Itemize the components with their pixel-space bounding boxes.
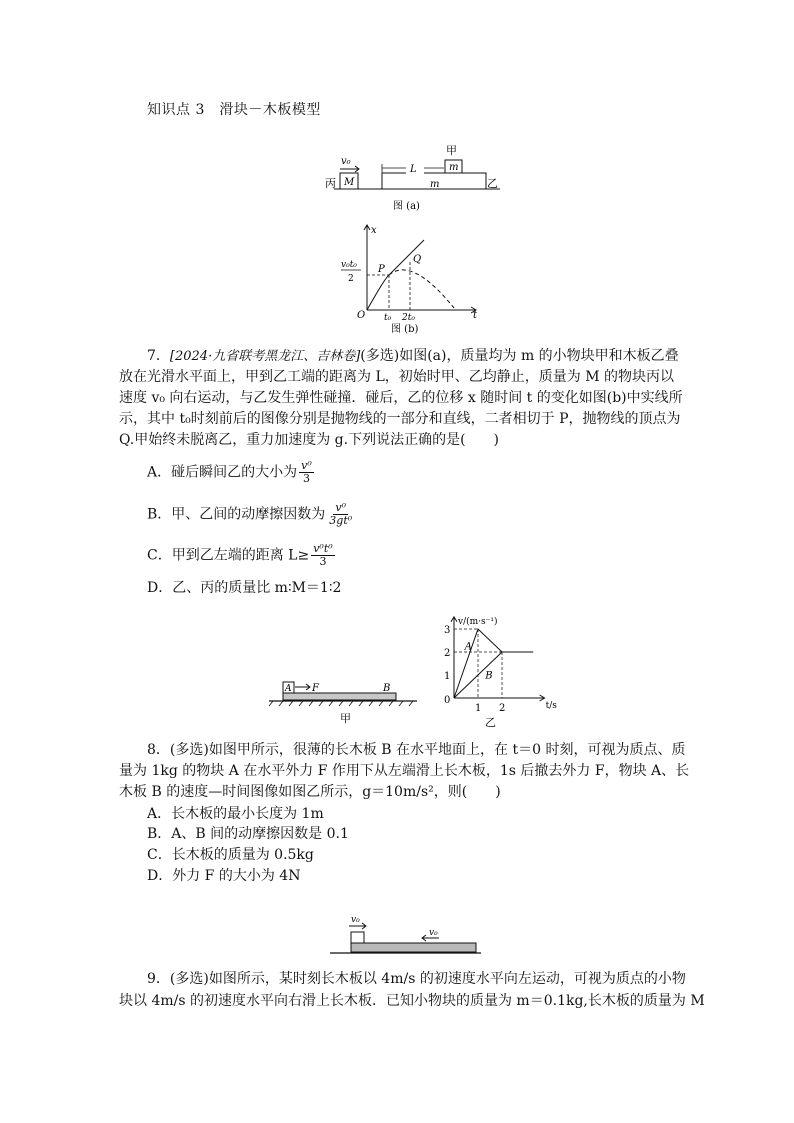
t0-label: t₀ [384, 313, 392, 323]
yi-label: 乙 [487, 177, 498, 190]
caption-a: 图 (a) [393, 201, 420, 212]
vt-y-tick-1: 1 [444, 671, 451, 682]
section-heading: 知识点 3 滑块－木板模型 [147, 102, 321, 118]
parabola-dashed [389, 270, 454, 308]
q8-option-c: C．长木板的质量为 0.5kg [147, 847, 314, 863]
q7-c-fraction: $\frac{\text{v⁰t⁰}}{3}$ [313, 542, 333, 568]
q7-line2: 放在光滑水平面上，甲到乙工端的距离为 L，初始时甲、乙均静止，质量为 M 的物块丙以 [119, 369, 674, 385]
M-label: M [344, 177, 355, 188]
figure-b [330, 222, 490, 334]
vt-origin: 0 [444, 695, 451, 706]
q7-b-fraction: $\frac{\text{v⁰}}{\text{3gt⁰}}$ [329, 501, 353, 527]
vt-series-label-B: B [485, 670, 493, 682]
yfrac-num: v₀t₀ [341, 260, 357, 270]
q7-line4: 示，其中 t₀时刻前后的图像分别是抛物线的一部分和直线，二者相切于 P，抛物线的顶点为 [119, 411, 681, 427]
yfrac-den: 2 [348, 274, 354, 284]
q7-option-c: C．甲到乙左端的距离 L≥ $\frac{\text{v⁰t⁰}}{3}$ [147, 542, 333, 568]
B-label: B [383, 683, 391, 694]
jia-label: 甲 [446, 144, 457, 157]
P-label: P [378, 264, 385, 275]
q8-option-d: D．外力 F 的大小为 4N [147, 868, 301, 884]
q8-line1: 8．(多选)如图甲所示，很薄的长木板 B 在水平地面上，在 t＝0 时刻，可视为质点、质 [147, 742, 686, 758]
figure-q9 [325, 912, 485, 956]
q7-option-a: A．碰后瞬间乙的大小为 $\frac{\text{v⁰}}{3}$ [147, 459, 312, 485]
caption-yi: 乙 [485, 716, 496, 729]
caption-jia: 甲 [340, 712, 351, 725]
Q-label: Q [413, 254, 422, 265]
vt-y-label: v/(m·s⁻¹) [458, 616, 498, 627]
long-board [351, 943, 476, 952]
q7-line3: 速度 v₀ 向右运动，与乙发生弹性碰撞．碰后，乙的位移 x 随时间 t 的变化如图(b)中实线所 [119, 390, 683, 406]
q7-source: [2024·九省联考黑龙江、吉林卷] [169, 349, 361, 364]
figure-jia [265, 680, 425, 728]
m-block-label: m [449, 162, 459, 173]
vt-x-tick-1: 1 [475, 703, 482, 714]
A-label: A [285, 684, 292, 694]
bing-label: 丙 [325, 177, 336, 190]
q7-line1: 7．[2024·九省联考黑龙江、吉林卷](多选)如图(a)，质量均为 m 的小物块甲和木板乙叠 [147, 348, 679, 364]
m-board-label: m [430, 179, 440, 190]
q8-option-b: B．A、B 间的动摩擦因数是 0.1 [147, 826, 349, 842]
q8-line2: 量为 1kg 的物块 A 在水平外力 F 作用下从左端滑上长木板，1s 后撤去外力 F，物块 A、长 [119, 763, 690, 779]
ground-hatch [269, 701, 413, 706]
q7-option-b: B．甲、乙间的动摩擦因数为 $\frac{\text{v⁰}}{\text{3gt⁰}}$ [147, 501, 353, 527]
small-block [351, 932, 364, 943]
vt-y-tick-2: 2 [444, 648, 451, 659]
v0-label: v₀ [341, 156, 351, 167]
2t0-label: 2t₀ [402, 313, 415, 323]
O-label: O [357, 310, 366, 321]
board-B [283, 693, 396, 700]
v0-left-label: v₀ [351, 915, 360, 925]
q8-line3: 木板 B 的速度—时间图像如图乙所示，g＝10m/s²，则( ) [119, 784, 501, 800]
x-label: x [371, 225, 377, 236]
figure-a [320, 140, 510, 220]
t-label: t [473, 310, 478, 321]
vt-y-tick-3: 3 [444, 625, 451, 636]
v0-right-label: v₀ [429, 928, 438, 938]
q9-line2: 块以 4m/s 的初速度水平向右滑上长木板．已知小物块的质量为 m＝0.1kg,长木板的质量为 M [119, 993, 705, 1009]
q9-line1: 9．(多选)如图所示，某时刻长木板以 4m/s 的初速度水平向左运动，可视为质点的小物 [147, 971, 686, 987]
F-label: F [312, 683, 319, 694]
caption-b: 图 (b) [391, 324, 419, 335]
vt-series-A [454, 629, 533, 698]
L-label: L [410, 164, 417, 175]
q8-option-a: A．长木板的最小长度为 1m [147, 806, 324, 822]
q7-option-d: D．乙、丙的质量比 m∶M＝1∶2 [147, 580, 342, 596]
vt-x-tick-2: 2 [499, 703, 506, 714]
figure-yi-vt-chart [440, 605, 570, 730]
vt-series-label-A: A [464, 641, 473, 653]
q7-a-fraction: $\frac{\text{v⁰}}{3}$ [301, 459, 312, 485]
vt-x-label: t/s [545, 701, 557, 711]
parabola-solid [367, 275, 389, 310]
q7-line5: Q.甲始终未脱离乙，重力加速度为 g.下列说法正确的是( ) [119, 432, 500, 448]
